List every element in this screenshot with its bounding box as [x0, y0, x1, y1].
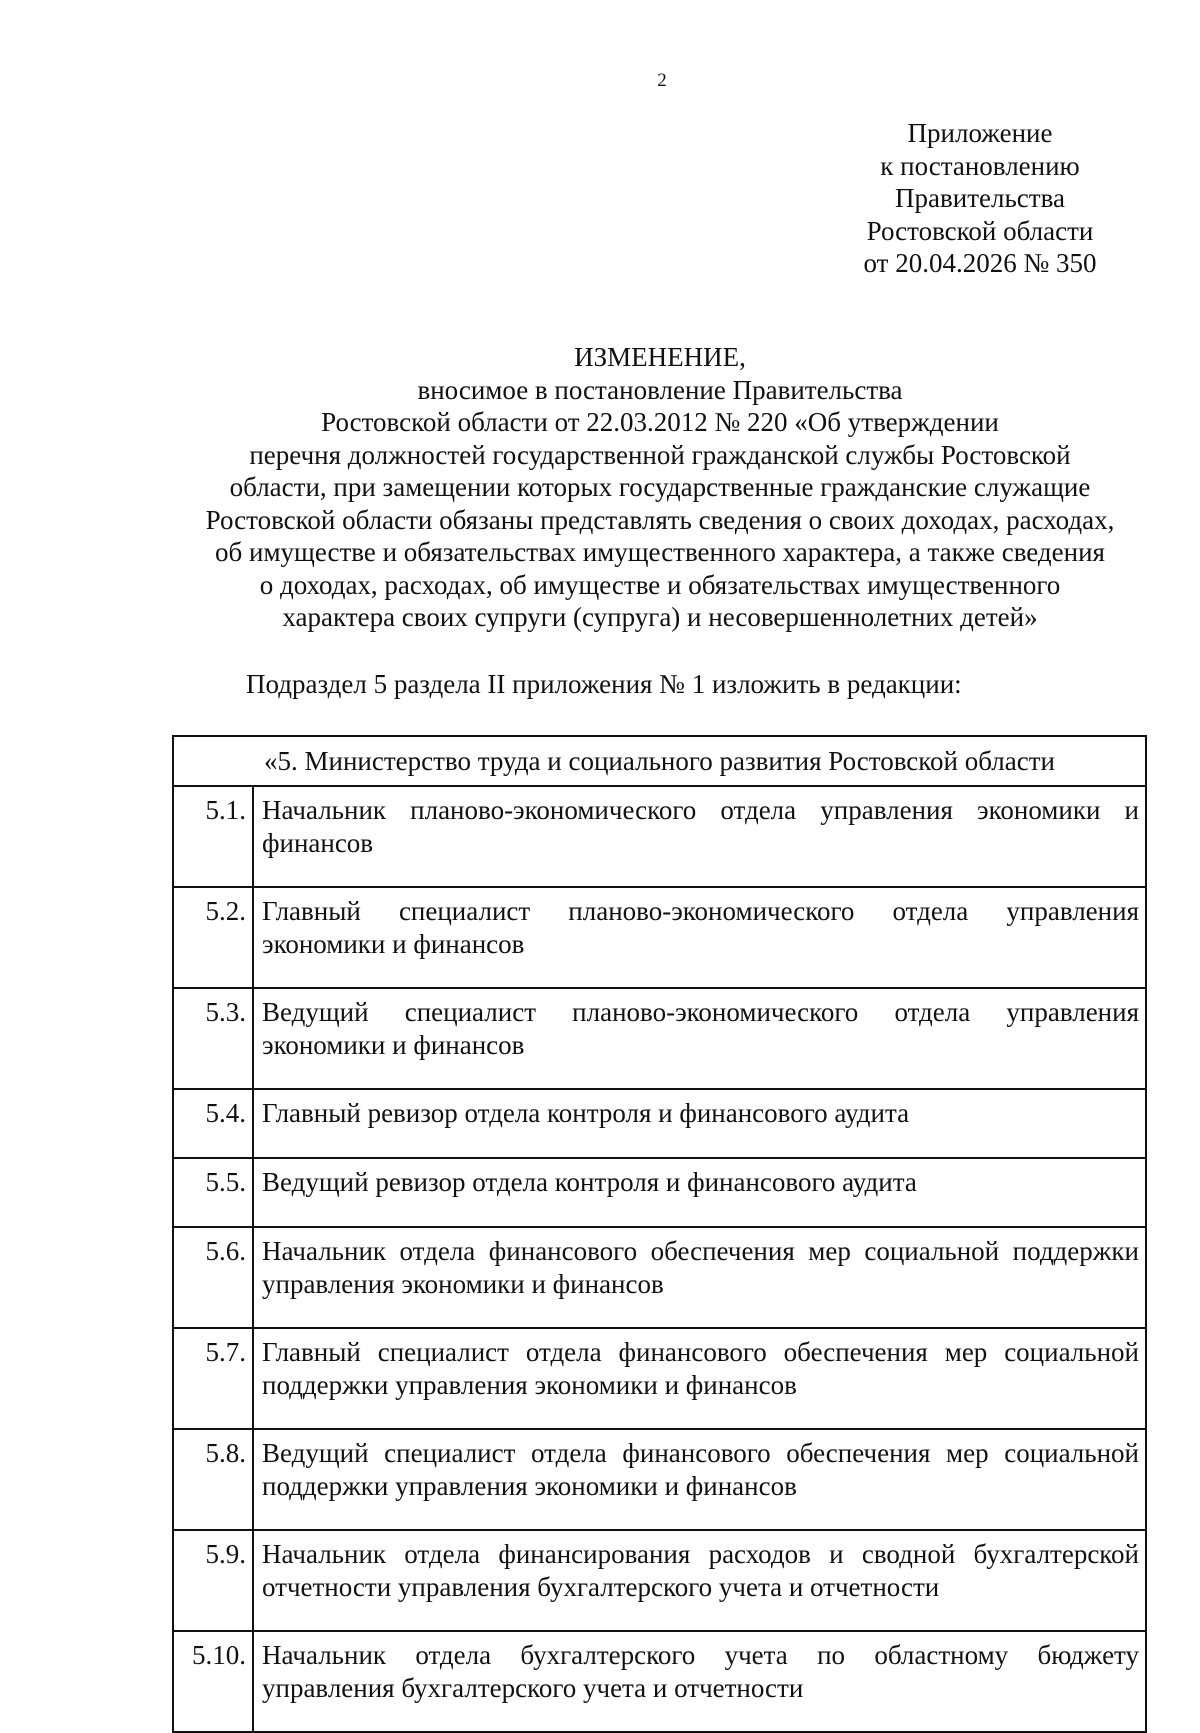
row-text: Ведущий специалист планово-экономического отдела управления экономики и финансов: [253, 988, 1146, 1089]
table-row: [173, 887, 1146, 988]
row-text: Главный ревизор отдела контроля и финансового аудита: [253, 1089, 1146, 1158]
positions-table: [172, 735, 1147, 1733]
table-row: [173, 786, 1146, 887]
title-line: области, при замещении которых государственные гражданские служащие: [229, 472, 1091, 502]
table-row: [173, 1530, 1146, 1631]
page-number: 2: [657, 70, 667, 91]
appendix-line: Приложение: [907, 118, 1053, 148]
row-text: Начальник планово-экономического отдела управления экономики и финансов: [253, 786, 1146, 887]
table-row: [173, 1089, 1146, 1158]
row-text: Начальник отдела финансирования расходов и сводной бухгалтерской отчетности управления бухгалтерского учета и отчетности: [253, 1530, 1146, 1631]
table-row: [173, 1429, 1146, 1530]
title-line: об имуществе и обязательствах имущественного характера, а также сведения: [215, 537, 1105, 567]
table-row: [173, 1328, 1146, 1429]
row-text: Главный специалист планово-экономического отдела управления экономики и финансов: [253, 887, 1146, 988]
row-number: 5.6.: [173, 1227, 253, 1328]
appendix-block: [840, 117, 1120, 280]
row-number: 5.7.: [173, 1328, 253, 1429]
row-text: Начальник отдела бухгалтерского учета по областному бюджету управления бухгалтерского учета и отчетности: [253, 1631, 1146, 1732]
title-line: Ростовской области обязаны представлять сведения о своих доходах, расходах,: [205, 504, 1115, 535]
row-number: 5.2.: [173, 887, 253, 988]
row-number: 5.10.: [173, 1631, 253, 1732]
row-number: 5.9.: [173, 1530, 253, 1631]
document-title: [140, 341, 1180, 634]
title-heading: ИЗМЕНЕНИЕ,: [574, 342, 746, 372]
table-row: [173, 1158, 1146, 1227]
table-header-row: [173, 736, 1146, 786]
title-line: перечня должностей государственной гражданской службы Ростовской: [249, 439, 1071, 470]
appendix-line: Правительства: [895, 183, 1065, 213]
table-row: [173, 988, 1146, 1089]
row-text: Ведущий специалист отдела финансового обеспечения мер социальной поддержки управления экономики и финансов: [253, 1429, 1146, 1530]
instruction-text: Подраздел 5 раздела II приложения № 1 изложить в редакции:: [246, 669, 962, 699]
row-number: 5.8.: [173, 1429, 253, 1530]
title-line: о доходах, расходах, об имуществе и обязательствах имущественного: [259, 569, 1061, 600]
table-row: [173, 1227, 1146, 1328]
row-text: Главный специалист отдела финансового обеспечения мер социальной поддержки управления экономики и финансов: [253, 1328, 1146, 1429]
appendix-line: Ростовской области: [866, 215, 1094, 246]
row-number: 5.5.: [173, 1158, 253, 1227]
row-number: 5.1.: [173, 786, 253, 887]
appendix-line: от 20.04.2026 № 350: [863, 248, 1097, 278]
table-row: [173, 1631, 1146, 1732]
appendix-line: к постановлению: [880, 150, 1080, 181]
row-text: Ведущий ревизор отдела контроля и финансового аудита: [253, 1158, 1146, 1227]
title-line: характера своих супруги (супруга) и несовершеннолетних детей»: [282, 602, 1038, 632]
row-number: 5.3.: [173, 988, 253, 1089]
table-header: «5. Министерство труда и социального развития Ростовской области: [173, 736, 1146, 786]
row-number: 5.4.: [173, 1089, 253, 1158]
title-line: вносимое в постановление Правительства: [417, 374, 903, 405]
row-text: Начальник отдела финансового обеспечения мер социальной поддержки управления экономики и финансов: [253, 1227, 1146, 1328]
title-line: Ростовской области от 22.03.2012 № 220 «Об утверждении: [321, 407, 999, 437]
